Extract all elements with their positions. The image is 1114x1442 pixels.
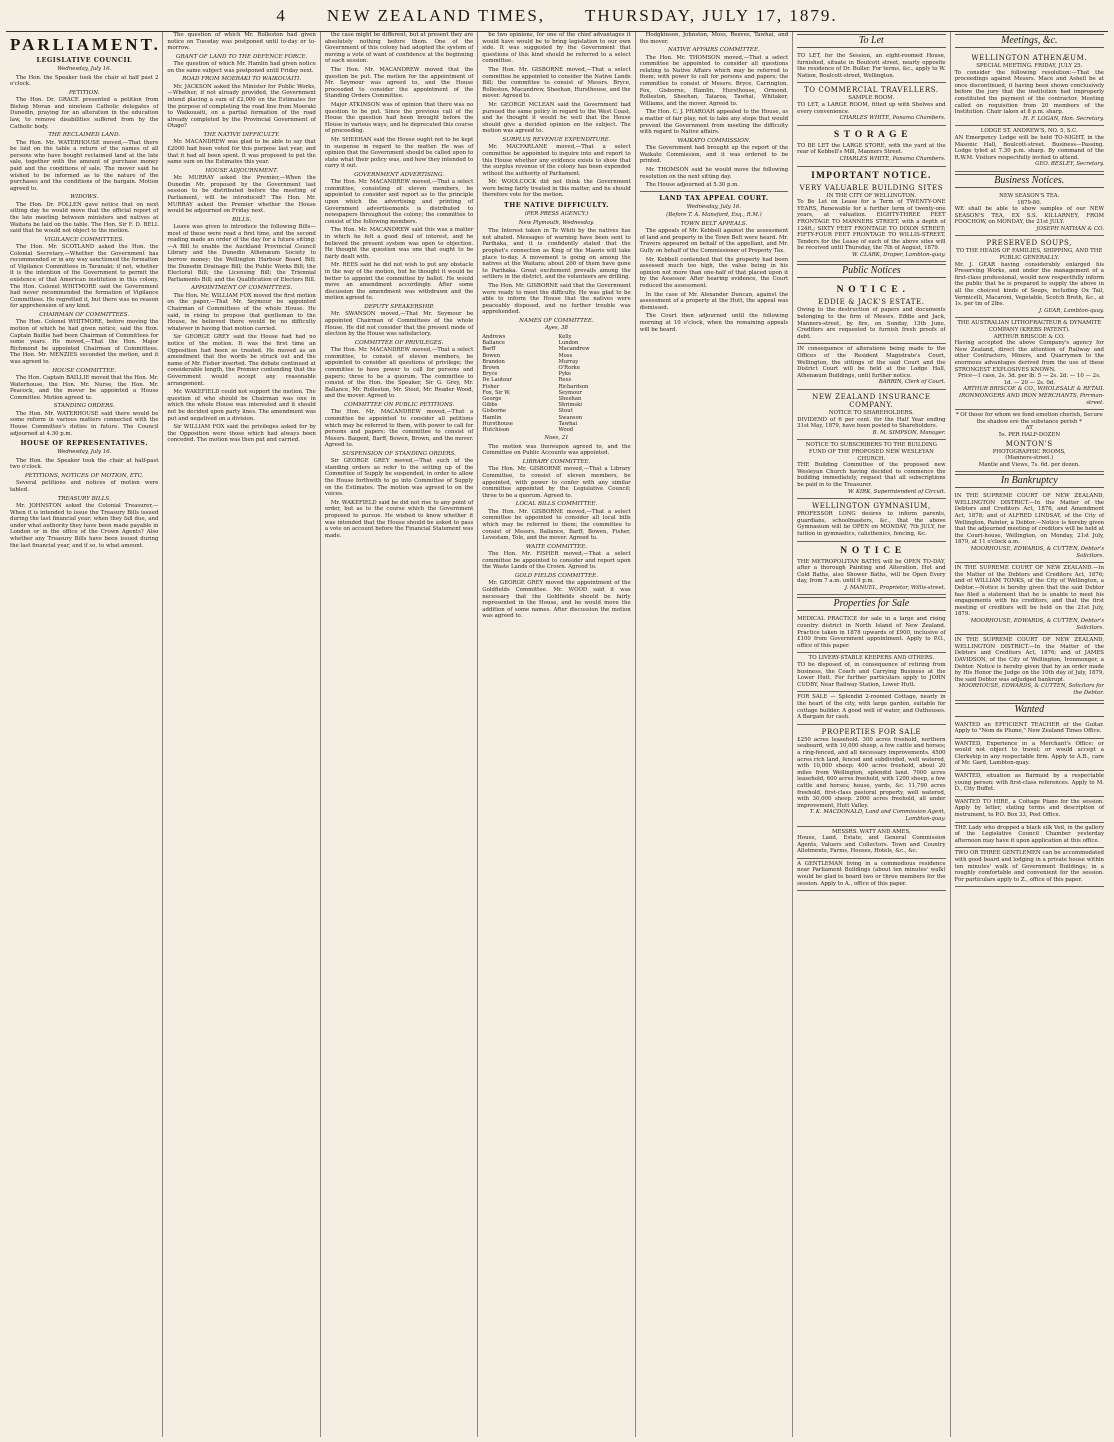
advert xyxy=(955,797,1104,823)
advert-text: DIVIDEND of 6 per cent. for the Half Year ending 31st May, 1879, have been posted to Shareholders. xyxy=(797,416,946,430)
advert-signature: BARRIN, Clerk of Court. xyxy=(878,379,946,386)
section-heading: PETITIONS, NOTICES OF MOTION, ETC. xyxy=(24,472,144,479)
section-heading: NATIVE AFFAIRS COMMITTEE. xyxy=(667,47,760,54)
section-heading: ROAD FROM MOERAKI TO WAIKOUAITI. xyxy=(182,76,302,83)
member-name: Stout xyxy=(558,408,573,415)
advert-subtitle: NOTICE TO SHAREHOLDERS. xyxy=(828,410,914,416)
advert-text: To Be Let on Lease for a Term of TWENTY-ONE YEARS, Renewable for a further term of twenty-one years, at valuation. EIGHTY-THREE FEET FRONTAGE TO MANNERS STREET, with a depth of 124ft.; SIXTY FEET FRONTAGE TO DIXON STREET; FIFTY-FOUR FEET FRONTAGE TO WILLIS-STREET. Tenders for the Lease of each of the above sites will be received until Thursday, the 7th of August, 1879. xyxy=(797,199,946,252)
section-heading: SURPLUS REVENUE EXPENDITURE. xyxy=(502,136,611,143)
article-paragraph: The Hon. Mr. MACANDREW said this was a matter in which he felt a good deal of interest, and he believed the present system was open to objection. He thought the question was one that ought to be fairly dealt with. xyxy=(324,227,474,260)
advert xyxy=(955,51,1104,126)
column-5 xyxy=(636,32,793,1437)
council-heading: LEGISLATIVE COUNCIL xyxy=(36,56,132,64)
article-paragraph: Mr. MACANDREW was glad to be able to say that £2000 had been voted for this purpose last year, and that it had all been spent. It was proposed to put the same sum on the Estimates this year. xyxy=(167,139,316,166)
article-paragraph: Mr. MACFARLANE moved,—That a select committee be appointed to inquire into and report to this House whether any evidence exists to show that the surplus revenue of the colony has been expended without the authority of Parliament. xyxy=(482,144,631,177)
advert-text: THE Lady who dropped a black silk Veil, in the gallery of the Legislative Council Chamber yesterday afternoon may have it upon application at this office. xyxy=(954,824,1104,844)
member-name: Gisborne xyxy=(482,408,507,415)
section-heading: THE RECLAIMED LAND. xyxy=(48,132,121,139)
section-heading: CHAIRMAN OF COMMITTEES. xyxy=(39,312,130,319)
advert-text: FOR SALE — Splendid 2-roomed Cottage, nearly in the heart of the city, with large garden, suitable for cottage builder. A good well of water, and Outhouses. A Bargain for cash. xyxy=(797,694,946,721)
advert-text: TO be disposed of, in consequence of retiring from business, the Coach and Carrying Business at the Lower Hutt. For further particulars apply to JOHN CUDBY, Near Railway Station, Lower Hutt. xyxy=(797,662,946,688)
advert-text: Owing to the destruction of papers and documents belonging to the firm of Messrs. Eddie and Jack, Manners-street, by fire, on Sunday, 13th June, Creditors are requested to furnish fresh proofs of debt. xyxy=(797,307,946,340)
columns xyxy=(6,32,1108,1437)
member-name: Andrews xyxy=(482,333,506,340)
member-name: Sheehan xyxy=(558,396,582,402)
advert xyxy=(797,344,945,390)
article-paragraph: Mr. GEORGE MCLEAN said the Government had pursued the same policy in regard to the West Coast, and he thought it would be well that the House should give a decided opinion on the subject. The motion was agreed to. xyxy=(482,101,631,135)
article-paragraph: Mr. SHEEHAN said the House ought not to be kept in suspense in regard to the matter. He was of opinion that the Government should be called upon to state what their policy was, and how they intended to carry it out. xyxy=(324,136,474,170)
advert xyxy=(797,725,945,827)
advert-subtitle: SPECIAL MEETING. FRIDAY, JULY 25. xyxy=(976,63,1083,69)
divider xyxy=(640,191,788,192)
column-7 xyxy=(951,32,1108,1437)
member-name: Hursthouse xyxy=(482,420,513,427)
advert-text: Mantle and Views, 7s. 6d. per dozen. xyxy=(978,461,1080,468)
masthead xyxy=(6,6,1108,32)
article-paragraph: Mr. THOMSON said he would move the following resolution on the next sitting day. xyxy=(639,166,789,180)
bankruptcy-heading: In Bankruptcy xyxy=(955,474,1104,488)
section-heading: LOCAL BILLS COMMITTEE. xyxy=(515,501,598,508)
advert-subtitle: EDDIE & JACK'S ESTATE. xyxy=(818,298,925,307)
advert xyxy=(955,848,1104,887)
article-paragraph: The motion was thereupon agreed to, and the Committee on Public Accounts was appointed. xyxy=(482,443,631,457)
advert-signature: MOORHOUSE, EDWARDS, & CUTTEN, Debtor's Solicitors. xyxy=(970,546,1104,559)
article-paragraph: The Hon. Mr. WILLIAM FOX moved the first motion on the paper,—That Mr. Seymour be appointed Chairman of Committees of the whole House. He said, in rising to propose that gentleman to the House, he believed there would be no difficulty whatever in having that motion carried. xyxy=(167,292,316,332)
advert-signature: J. GEAR, Lambton-quay. xyxy=(1038,307,1104,314)
advert-text: THE METROPOLITAN BATHS will be OPEN TO-DAY, after a thorough Painting and Alteration. Hot and Cold Baths, also Shower Baths, will be Open Every day, from 7 a.m. until 9 p.m. xyxy=(797,558,946,585)
advert-text: Mr. J. GEAR having considerably enlarged his Preserving Works, and under the management of a first-class professional, would now respectfully inform the public that he is prepared to supply the above in all the choicest kinds of Soups, including Ox Tail, Vermicelli, Macaroni, Vegetable, Scotch Broth, &c., at 1s. per tin of 2lbs. xyxy=(954,261,1104,308)
advert-text: AN Emergency Lodge will be held TO-NIGHT, in the Masonic Hall, Boulcott-street. Business—Passing. Lodge tyled at 7.30 p.m. sharp. By command of the R.W.M. Visitors respectfully invited to attend. xyxy=(954,134,1104,161)
member-name: O'Rorke xyxy=(558,364,580,371)
business-notices-heading: Business Notices. xyxy=(955,174,1104,188)
member-name: Lundon xyxy=(558,340,579,347)
advert xyxy=(955,126,1104,172)
advert-text: TWO OR THREE GENTLEMEN can be accommodated with good board and lodging in a private house within ten minutes' walk of Government Buildings; in a roughly comfortable and convenient for the session. For particulars apply to Z., office of this paper. xyxy=(954,850,1104,883)
advert xyxy=(797,126,945,167)
advert-title: PROPERTIES FOR SALE xyxy=(821,727,922,736)
advert-text: TO LET, a LARGE ROOM, fitted up with Shelves and every convenience. xyxy=(797,101,946,115)
article-paragraph: Sir WILLIAM FOX said the privileges asked for by the Opposition were those which had always been conceded. The motion was then put and carried. xyxy=(167,424,316,444)
section-heading: COMMITTEE OF PRIVILEGES. xyxy=(354,339,444,346)
parliament-heading: PARLIAMENT. xyxy=(10,35,161,54)
member-name: Brown xyxy=(482,364,500,371)
section-heading: COMMITTEE ON PUBLIC PETITIONS. xyxy=(343,401,455,408)
division-noes-label: Noes, 21 xyxy=(544,435,569,442)
advert-text: MEDICAL PRACTICE for sale in a large and rising country district in North Island of New Zealand. Practice taken in 1878 upwards of £900, inclusive of £100 from Government appointment. Apply to P.O., office of this paper. xyxy=(797,616,946,649)
advert-signature: MOORHOUSE, EDWARDS, & CUTTEN, Solicitors for the Debtor. xyxy=(958,683,1104,696)
names-right xyxy=(558,334,630,433)
member-name: Wood xyxy=(558,427,574,434)
article-paragraph: The Interest taken in Te Whiti by the natives has not abated. Messages of warning have been sent to Parihaka, and it is confidently stated that the prophet's connection as King of the Maoris will take place to-day. A movement is going on among the natives at the Waitara; about 200 of them have gone to Parihaka. Great excitement prevails among the settlers in the district, and the volunteers are drilling. xyxy=(482,228,631,281)
section-heading: PETITION. xyxy=(68,89,100,96)
advert-text: WANTED an EFFICIENT TEACHER of the Guitar. Apply to "Nom de Plume," New Zealand Times Office. xyxy=(954,721,1104,735)
to-let-heading: To Let xyxy=(797,34,945,48)
column-3 xyxy=(321,32,478,1437)
advert-text: IN THE SUPREME COURT OF NEW ZEALAND.—In the Matter of the Debtors and Creditors Act, 1876; and of WILLIAM TONKS, of the City of Wellington, a Debtor.—Notice is hereby given that the said Debtor has filed a statement that he is unable to meet his engagements with his creditors, and that the first meeting of creditors will be held on the 21st July, 1879. xyxy=(954,565,1104,618)
advert xyxy=(955,318,1104,410)
article-paragraph: The Hon. Dr. GRACE presented a petition from Bishop Moran and nineteen Catholic delegates of Dunedin, praying for an alteration in the education law, to remove disabilities suffered from by the Catholic body. xyxy=(10,97,159,130)
advert-title: NEW ZEALAND INSURANCE COMPANY. xyxy=(812,393,931,409)
advert-signature: H. F. LOGAN, Hon. Secretary. xyxy=(1023,115,1104,122)
advert-signature: B. M. SIMPSON, Manager. xyxy=(872,429,946,436)
article-paragraph: The Hon. Mr. SCOTLAND asked the Hon. the Colonial Secretary,—Whether the Government has recommended or in any way sanctioned the formation of Vigilance Committees in Taranaki; if not, whether it is the intention of the Government to permit the existence of that American institution in this colony. The Hon. Colonel WHITMORE said the Government had never recommended the formation of Vigilance Committees. He regretted it, but there was no reason for apprehension of any kind. xyxy=(10,244,159,310)
member-name: Swanson xyxy=(558,414,583,421)
section-heading: WIDOWS. xyxy=(70,194,99,201)
advert-text: House, Land, Estate, and General Commission Agents, Valuers and Collectors. Town and Country Allotments, Farms, Houses, Hotels, &c., &c. xyxy=(797,835,946,855)
wanted-heading: Wanted xyxy=(955,703,1104,717)
division-list xyxy=(482,334,630,433)
house-heading: HOUSE OF REPRESENTATIVES. xyxy=(20,439,148,448)
dateline: New Plymouth, Wednesday. xyxy=(518,219,595,226)
member-name: Barff xyxy=(482,346,496,353)
advert-title: IMPORTANT NOTICE. xyxy=(811,170,932,181)
member-name: Murray xyxy=(558,358,579,365)
advert-title: WELLINGTON GYMNASIUM, xyxy=(811,502,931,511)
article-paragraph: The Hon. Dr. POLLEN gave notice that on next sitting day he would move that the official report of the late meeting between ministers and natives at Waitara be laid on the table. The Hon. Sir F. D. BELL said that he would not object to the motion. xyxy=(10,201,159,235)
advert-title: NOTICE TO SUBSCRIBERS TO THE BUILDING FUND OF THE PROPOSED NEW WESLEYAN CHURCH. xyxy=(805,442,937,462)
advert-text: To consider the following resolution:—That the proceedings against Messrs. Mace and Ashell be at once discontinued, it having been shown conclusively before the jury that the institution had improperly constituted the payment of the contractor. Meeting called on requisition from 20 members of the Institution. Chair taken at 8 p.m. sharp. xyxy=(954,69,1104,116)
member-name: Bryce xyxy=(482,371,498,378)
section-heading: LIBRARY COMMITTEE. xyxy=(522,459,591,465)
meetings-heading: Meetings, &c. xyxy=(955,34,1104,48)
section-heading: GOLD FIELDS COMMITTEE. xyxy=(514,572,599,579)
article-paragraph: Sir GEORGE GREY said the House had had no notice of the motion. It was the first time an Opposition had been so treated. He moved as an amendment that the words be struck out and the name of Mr. Fisher inserted. The debate continued at considerable length, the Premier contending that the Government would accept any reasonable arrangement. xyxy=(167,334,316,387)
article-paragraph: The Hon. Mr. GISBORNE moved,—That a Library Committee, to consist of eleven members, be appointed, with power to confer with any similar committee appointed by the Legislative Council; three to be a quorum. Agreed to. xyxy=(482,466,631,499)
article-paragraph: be two opinions, for one of the chief advantages it would have would be to bring legislation to our own side. It was suggested by the Government that questions of this kind should be referred to a select committee. xyxy=(482,32,631,65)
advert-subtitle: * Of those for whom we fond emotion cherish, Secure the shadow ere the substance perish * xyxy=(955,412,1103,425)
article-paragraph: The Hon. Mr. GISBORNE moved,—That a select committee be appointed to consider the Native Lands Bill; the committee to consist of Messrs. Bryce, Rolleston, Macandrew, Sheehan, Hursthouse, and the mover. Agreed to. xyxy=(482,66,631,100)
council-date: Wednesday, July 16. xyxy=(57,66,112,72)
member-name: De Lautour xyxy=(482,377,513,384)
advert-title: WELLINGTON ATHENÆUM. xyxy=(971,54,1088,62)
advert-subtitle: ARTHUR BRISCOE & CO. xyxy=(993,333,1065,340)
advert-title: TO LIVERY-STABLE KEEPERS AND OTHERS. xyxy=(808,655,935,662)
article-paragraph: The Hon. Mr. MACANDREW moved,—That a select committee, consisting of eleven members, be appointed to consider and report as to the principle upon which the advertising and printing of Government advertisements is distributed to newspapers throughout the colony; the committee to consist of the following members. xyxy=(324,179,474,225)
names-left xyxy=(482,334,554,433)
member-name: Moss xyxy=(558,352,573,359)
section-heading: HOUSE COMMITTEE. xyxy=(52,367,117,374)
advert-signature: JOSEPH NATHAN & CO. xyxy=(1036,225,1104,232)
advert xyxy=(797,614,945,653)
advert-text: THE Building Committee of the proposed new Wesleyan Church having decided to commence the building immediately, request that all subscriptions be paid in to the Treasurer. xyxy=(797,462,946,488)
advert xyxy=(955,771,1104,797)
advert xyxy=(955,410,1104,472)
article-paragraph: The Hon. Captain BAILLIE moved that the Hon. Mr. Waterhouse, the Hon. Mr. Nurse, the Hon. Mr. Peacock, and the mover be appointed a House Committee. Motion agreed to. xyxy=(10,375,159,401)
press-agency-label: (PER PRESS AGENCY.) xyxy=(524,211,589,218)
division-ayes-label: Ayes, 38 xyxy=(545,325,568,332)
house-date: Wednesday, July 16. xyxy=(57,449,112,456)
member-name: Hutchison xyxy=(482,427,510,434)
article-paragraph: The Hon. C. J. PHAROAH appealed to the House, as a matter of fair play, not to take any steps that would prevent the Government from meeting the difficulty with regard to Native affairs. xyxy=(639,109,789,136)
article-paragraph: The Hon. Mr. WATERHOUSE said there would be some reform in various matters connected with the House Committee's duties in future. The Council adjourned at 4.30 p.m. xyxy=(10,410,159,437)
member-name: Rees xyxy=(558,377,572,384)
member-name: George xyxy=(482,396,502,402)
article-paragraph: Mr. JOHNSTON asked the Colonial Treasurer,—When it is intended to issue the Treasury Bills issued during the last financial year; when they fall due, and under what authority they have been made payable in London or in the office of the Crown Agents? Also whether any Treasury Bills have been issued during the last financial year, and if so, to what amount. xyxy=(10,502,159,549)
advert-text: IN consequence of alterations being made to the Offices of the Resident Magistrate's Court, Wellington, the sittings of the said Court and the District Court will be held at the Lodge Hall, Athenæum Buildings, until further notice. xyxy=(797,346,946,379)
advert-signature: ARTHUR BRISCOE & CO., WHOLESALE & RETAIL IRONMONGERS AND IRON MERCHANTS, Pirrman-street. xyxy=(959,386,1104,406)
public-notices-heading: Public Notices xyxy=(797,264,945,278)
article-paragraph: Sir GEORGE GREY moved,—That such of the standing orders as refer to the setting up of the Committee of Supply be suspended, in order to allow the House forthwith to go into Committee of Supply on the Estimates. The motion was agreed to on the voices. xyxy=(324,458,474,498)
section-heading: THE NATIVE DIFFICULTY. xyxy=(203,131,280,138)
native-difficulty-heading: THE NATIVE DIFFICULTY. xyxy=(503,201,610,210)
section-heading: WAITE COMMITTEE. xyxy=(525,543,588,550)
article-paragraph: Major ATKINSON was of opinion that there was no question to be put. Since the previous call of the House the question had been brought before the House in various ways, and he deprecated this course of proceeding. xyxy=(324,101,474,135)
member-name: Ballance xyxy=(482,340,505,347)
advert xyxy=(797,390,945,440)
article-paragraph: The question of which Mr. Rolleston had given notice on Tuesday was postponed until to-day or to-morrow. xyxy=(167,32,316,52)
article-paragraph: The Court then adjourned until the following morning at 10 o'clock, when the remaining appeals will be heard. xyxy=(639,313,789,333)
article-paragraph: Several petitions and notices of motion were tabled. xyxy=(10,480,159,493)
member-name: Kelly xyxy=(558,333,572,340)
member-name: Brandon xyxy=(482,358,505,365)
member-name: Shrimski xyxy=(558,402,582,409)
advert-signature: GEO. BESLEY, Secretary. xyxy=(1035,161,1104,168)
advert-signature: W. KIRK, Superintendent of Circuit. xyxy=(847,488,946,495)
member-name: Gibbs xyxy=(482,402,498,409)
article-paragraph: The Hon. Colonel WHITMORE, before moving the motion of which he had given notice, said the Hon. Captain Baillie had been Chairman of Committees for some years. He moved,—That the Hon. Major Richmond be appointed Chairman of Committees. The Hon. Mr. MENZIES seconded the motion, and it was agreed to. xyxy=(10,319,159,365)
section-heading: WAIKATO COMMISSION. xyxy=(677,137,751,144)
advert xyxy=(797,83,945,125)
article-paragraph: The Hon. Mr. THOMSON moved,—That a select committee be appointed to consider all questions relating to Native Affairs which may be referred to them; with power to call for persons and papers; the committee to consist of Messrs. Bryce, Carrington, Fox, Gisborne, Hamlin, Hursthouse, Ormond, Rolleston, Sheehan, Taiaroa, Tawhai, Whitaker, Williams, and the mover. Agreed to. xyxy=(639,54,789,107)
advert xyxy=(797,499,945,541)
advert xyxy=(797,653,945,692)
advert-title: PRESERVED SOUPS, xyxy=(986,239,1073,248)
advert xyxy=(797,692,945,724)
section-heading: GOVERNMENT ADVERTISING. xyxy=(354,171,445,178)
advert-text: IN THE SUPREME COURT OF NEW ZEALAND, WELLINGTON DISTRICT.—In the Matter of the Debtors and Creditors Act, 1876, and Amendment Act, 1878; and of ALFRED LINDSAY, of the City of Wellington, Painter, a Debtor.—Notice is hereby given that the adjourned meeting of creditors will be held at the Court-house, Wellington, on Monday, 21st July, 1879, at 11 o'clock a.m. xyxy=(954,493,1104,546)
article-paragraph: Mr. WAKEFIELD could not support the motion. The question of who should be Chairman was one in which the whole House was interested and it should not be decided upon party lines. The amendment was put and negatived on a division. xyxy=(167,389,316,422)
advert xyxy=(797,167,945,263)
article-paragraph: The Hon. the Speaker took the chair at half past 2 o'clock. xyxy=(10,74,159,88)
advert-text: WANTED, Experience in a Merchant's Office: or would not object to travel; or would accept a Clerkship in any respectable firm. Apply to A.B., care of Mr. Gard, Lambton-quay. xyxy=(954,740,1104,767)
land-tax-before: (Before T. A. Mansford, Esq., R.M.) xyxy=(666,212,762,219)
land-tax-heading: LAND TAX APPEAL COURT. xyxy=(659,193,769,202)
section-heading: BILLS. xyxy=(232,216,252,223)
section-heading: SUSPENSION OF STANDING ORDERS. xyxy=(342,450,456,457)
section-heading: TREASURY BILLS. xyxy=(57,495,111,502)
member-name: Macandrew xyxy=(558,346,590,353)
article-paragraph: the case might be different, but at present they are absolutely nothing before them. One of the Government of this colony had adopted the system of moving a vote of want of confidence at the beginning of each session. xyxy=(324,32,474,65)
advert-subtitle: VERY VALUABLE BUILDING SITES xyxy=(799,183,944,192)
member-name: Bowen xyxy=(482,352,501,359)
article-paragraph: Mr. Kebbell contended that the property had been assessed much too high, the value being in his opinion not more than one-half of that placed upon it by the Assessor. After hearing evidence, the Court reduced the assessment. xyxy=(639,256,789,290)
section-heading: VIGILANCE COMMITTEES. xyxy=(44,236,124,243)
advert-price: Price—1 case, 2s. 3d. per lb. 5 — 2s. 2d. — 10 — 2s. 1d. — 20 — 2s. 0d. xyxy=(957,373,1101,386)
advert-signature: J. MANUEL, Proprietor, Willis-street. xyxy=(844,584,946,591)
advert-title: N O T I C E . xyxy=(836,285,907,296)
advert-signature: MOORHOUSE, EDWARDS, & CUTTEN, Debtor's Solicitors. xyxy=(970,617,1104,631)
advert-title: MONTON'S xyxy=(1005,439,1053,448)
section-heading: STANDING ORDERS. xyxy=(53,403,115,410)
column-4 xyxy=(478,32,635,1437)
article-paragraph: Mr. GEORGE GREY moved the appointment of the Goldfields Committee. Mr. WOOD said it was necessary that the Goldfields should be fairly represented in the House, and he would move the addition of some names. After discussion the motion was agreed to. xyxy=(482,580,631,620)
advert xyxy=(797,440,945,499)
advert-signature: T. K. MACDONALD, Land and Commission Agent, Lambton-quay. xyxy=(809,809,946,822)
newspaper-title: NEW ZEALAND TIMES, xyxy=(326,6,546,25)
advert-text: A GENTLEMAN living in a commodious residence near Parliament Buildings (about ten minutes' walk) would be glad to board two or three members for the session. Apply to A., office of this paper. xyxy=(797,860,946,887)
member-name: Fisher xyxy=(482,383,500,390)
member-name: Fox, Sir W. xyxy=(482,389,511,396)
advert-title: TO COMMERCIAL TRAVELLERS. xyxy=(803,86,939,95)
article-paragraph: The Hon. Mr. FISHER moved,—That a select committee be appointed to consider and report upon the Waste Lands of the Crown. Agreed to. xyxy=(482,551,631,571)
member-name: Hamlin xyxy=(482,414,502,421)
article-paragraph: The Hon. Mr. MACANDREW moved,—That a select committee, to consist of eleven members, be appointed to consider all questions of privilege; the committee to have power to call for persons and papers; three to be a quorum. The committee to consist of the Hon. the Speaker, Sir G. Grey, Mr. Ballance, Mr. Rolleston, Mr. Stout, Mr. Reader Wood, and the mover. Agreed to. xyxy=(324,347,474,400)
advert-signature: W. CLARK, Draper, Lambton-quay. xyxy=(852,251,946,258)
advert-text: WE shall be able to show samples of our NEW SEASON'S TEA, EX S.S. KILLARNEY, FROM FOOCHOW, on MONDAY, the 21st JULY. xyxy=(954,206,1104,226)
section-heading: APPOINTMENT OF COMMITTEES. xyxy=(191,285,293,292)
article-paragraph: Mr. REES said he did not wish to put any obstacle in the way of the motion, but he thought it would be better to appoint the committee by ballot. He would move an amendment accordingly. After some discussion the amendment was withdrawn and the motion agreed to. xyxy=(324,262,474,302)
advert xyxy=(955,191,1104,237)
advert-title: S T O R A G E xyxy=(833,129,909,140)
article-paragraph: Mr. WOOLCOCK did not think the Government were being fairly treated in this matter, and he should therefore vote for the motion. xyxy=(482,179,631,199)
properties-heading: Properties for Sale xyxy=(797,597,945,611)
column-6 xyxy=(793,32,950,1437)
advert-text: IN THE SUPREME COURT OF NEW ZEALAND, WELLINGTON DISTRICT.—In the Matter of the Debtors and Creditors Act, 1876; and of JAMES DAVIDSON, of the City of Wellington, Ironmonger, a Debtor. Notice is hereby given that by an order made by His Honor the Judge on the 10th day of July, 1879, the said Debtor was adjudged bankrupt. xyxy=(954,637,1104,683)
section-heading: HOUSE ADJOURNMENT. xyxy=(205,167,278,174)
advert-text: TO LET, for the Session, an eight-roomed House, furnished, situate in Boulcott street, nearly opposite the residence of Dr. Buller. For terms, &c., apply to W. Nation, Boulcott-street, Wellington. xyxy=(797,53,946,79)
article-paragraph: The Hon. the Speaker took the chair at half-past two o'clock. xyxy=(10,457,159,471)
advert-signature: CHARLES WHITE, Panama Chambers. xyxy=(839,115,946,122)
article-paragraph: The Hon. Mr. WATERHOUSE moved,—That there be laid on the table a return of the names of all persons who have bought reclaimed land at the late sale, together with the amount of purchase money paid and the conditions of sale. The mover said he wished to be informed as to the nature of the purchases and the conditions of the bargain. Motion agreed to. xyxy=(10,139,159,192)
advert-text: Having accepted the above Company's agency for New Zealand, direct the attention of Railway and other Contractors, Miners, and Quarrymen to the enormous advantages derived from the use of these STRONGEST EXPLOSIVES KNOWN. xyxy=(954,340,1104,373)
advert xyxy=(797,542,945,596)
advert-text: WANTED, situation as Barmaid by a respectable young person; with first-class references. Apply to M. D., City Buffet. xyxy=(954,773,1104,793)
advert-title: NEW SEASON'S TEA. xyxy=(999,192,1060,199)
advert xyxy=(955,739,1104,771)
advert xyxy=(955,720,1104,739)
advert-text: PROFESSOR LONG desires to inform parents, guardians, schoolmasters, &c., that the above Gymnasium will be OPEN on MONDAY, 7th JULY, for tuition in gymnastics, calisthenics, fencing, &c. xyxy=(797,511,946,537)
advert xyxy=(955,491,1104,563)
advert-title: THE AUSTRALIAN LITHOFRACTEUR & DYNAMITE COMPANY (KREBS PATENT). xyxy=(957,320,1102,333)
page-number: 4 xyxy=(276,6,287,25)
article-paragraph: The Hon. Mr. MACANDREW moved that the question be put. The motion for the appointment of Mr. Seymour was agreed to, and the House proceeded to consider the appointment of the Standing Orders Committee. xyxy=(324,66,474,100)
land-tax-date: Wednesday, July 16. xyxy=(686,203,742,210)
advert xyxy=(955,563,1104,635)
article-paragraph: The Hon. Mr. GISBORNE said that the Government were ready to meet the difficulty. He was glad to be able to inform the House that the natives were peaceably disposed, and no further trouble was apprehended. xyxy=(482,283,631,316)
advert-subtitle: SAMPLE ROOM. xyxy=(848,95,895,102)
advert-subtitle: 1879-80. xyxy=(1017,199,1042,206)
member-name: Pyke xyxy=(558,371,572,378)
advert xyxy=(797,281,945,344)
section-heading: TOWN BELT APPEALS. xyxy=(680,220,748,227)
advert-subtitle: PHOTOGRAPHIC ROOMS, xyxy=(992,448,1066,455)
advert-title: N O T I C E xyxy=(840,545,903,556)
column-1 xyxy=(6,32,163,1437)
advert xyxy=(797,827,945,859)
article-paragraph: Hodgkinson, Johnston, Moss, Reeves, Tawhai, and the mover. xyxy=(639,32,789,45)
advert xyxy=(797,51,945,83)
advert-price: 5s. PER HALF-DOZEN xyxy=(998,431,1061,438)
article-paragraph: Leave was given to introduce the following Bills—most of these were read a first time, and the second reading made an order of the day for a future sitting:—A Bill to enable the Auckland Provincial Council Library and the Dunedin Athenæum Society to borrow money; the Wellington Harbour Board Bill; the Dunedin Drainage Bill; the Public Works Bill; the Electoral Bill; the Licensing Bill; the Triennial Parliaments Bill; and the Qualification of Electors Bill. xyxy=(167,224,316,283)
advert-subtitle: TO THE HEADS OF FAMILIES, SHIPPING, AND THE PUBLIC GENERALLY. xyxy=(956,248,1103,262)
section-heading: NAMES OF COMMITTEE. xyxy=(519,317,594,324)
article-paragraph: The appeals of Mr. Kebbell against the assessment of land and property in the Town Belt were heard. Mr. Travers appeared on behalf of the appellant, and Mr. Gully on behalf of the Commissioner of Property Tax. xyxy=(639,228,789,255)
article-paragraph: The Hon. Mr. GISBORNE moved,—That a select committee be appointed to consider all local bills which may be referred to them; the committee to consist of Messrs. Ballance, Barff, Bowen, Fisher, Levestam, Tole, and the mover. Agreed to. xyxy=(482,508,631,542)
advert-text: £250 acres leasehold. 300 acres freehold, northern seaboard, with 10,000 sheep, a few cattle and horses; a ring-fenced, and all necessary improvements. 4500 acres rich land, fenced and subdivided, well watered, with 10,000 sheep; 400 acres freehold, about 20 miles from Wellington, splendid land. 7000 acres leasehold, 600 acres freehold, with 1200 sheep, a few cattle and horses; house, yards, &c. 11,790 acres freehold, first-class pastoral property, well watered, with 30,000 sheep. 2000 acres freehold, all under improvement, Hutt Valley. xyxy=(797,736,946,809)
article-paragraph: Mr. SWANSON moved,—That Mr. Seymour be appointed Chairman of Committees of the whole House. He did not consider that the present mode of election by the House was satisfactory. xyxy=(324,311,474,338)
article-paragraph: In the case of Mr. Alexander Duncan, against the assessment of a property at the Hutt, the appeal was dismissed. xyxy=(639,291,789,311)
member-name: Seymour xyxy=(558,389,582,396)
advert-title: MESSRS. WATT AND AMES, xyxy=(831,828,911,835)
advert xyxy=(797,859,945,891)
article-paragraph: Mr. JACKSON asked the Minister for Public Works,—Whether, if not already provided, the Government intend placing a sum of £2,000 on the Estimates for the purpose of completing the road line from Moeraki to Waikouaiti, on a partial formation of the road already completed by the Provincial Government of Otago? xyxy=(167,83,316,130)
advert-subtitle: IN THE CITY OF WELLINGTON. xyxy=(826,192,917,199)
member-name: Richardson xyxy=(558,383,589,390)
member-name: Tawhai xyxy=(558,420,578,427)
advert-text: AT xyxy=(1025,425,1033,432)
advert-subtitle: (Manners-street.) xyxy=(1005,455,1054,462)
issue-date: THURSDAY, JULY 17, 1879. xyxy=(585,6,838,25)
article-paragraph: The Government had brought up the report of the Waikato Commission, and it was ordered to be printed. xyxy=(639,145,789,165)
advert-title: LODGE ST. ANDREW'S, NO. 5, S.C. xyxy=(980,128,1078,135)
column-2 xyxy=(163,32,320,1437)
advert xyxy=(955,823,1104,849)
section-heading: GRANT OF LAND TO THE DEFENCE FORCE. xyxy=(176,53,308,60)
section-heading: DEPUTY SPEAKERSHIP. xyxy=(364,303,434,310)
advert xyxy=(955,236,1104,318)
advert-signature: CHARLES WHITE, Panama Chambers. xyxy=(839,155,946,162)
article-paragraph: Mr. MURRAY asked the Premier,—When the Dunedin Mr. proposed by the Government last session to be distributed before the meeting of Parliament, will be introduced? The Hon. Mr. MURRAY asked the Premier whether the House would be adjourned on Friday next. xyxy=(167,175,316,215)
advert xyxy=(955,635,1104,700)
article-paragraph: The Hon. Mr. MACANDREW moved,—That a committee be appointed to consider all petitions which may be referred to them, with power to call for persons and papers; the committee to consist of Messrs. Baigent, Barff, Bowen, Brown, and the mover. Agreed to. xyxy=(324,409,474,449)
article-paragraph: The House adjourned at 5.30 p.m. xyxy=(645,182,740,189)
advert-text: WANTED TO HIRE, a Cottage Piano for the session. Apply by letter, stating terms and description of instrument, to P.O. Box 33, Post Office. xyxy=(954,798,1104,819)
article-paragraph: Mr. WAKEFIELD said he did not rise to any point of order, but as to the course which the Government proposed to pursue. He wished to know whether it was intended that the House should be asked to pass a vote on account before the Financial Statement was made. xyxy=(324,499,474,539)
advert-text: TO BE LET the LARGE STORE, with the yard at the rear of Kebbell's Mill, Manners Street. xyxy=(797,142,946,156)
article-paragraph: The question of which Mr. Hamlin had given notice on the same subject was postponed until Friday next. xyxy=(167,61,316,74)
